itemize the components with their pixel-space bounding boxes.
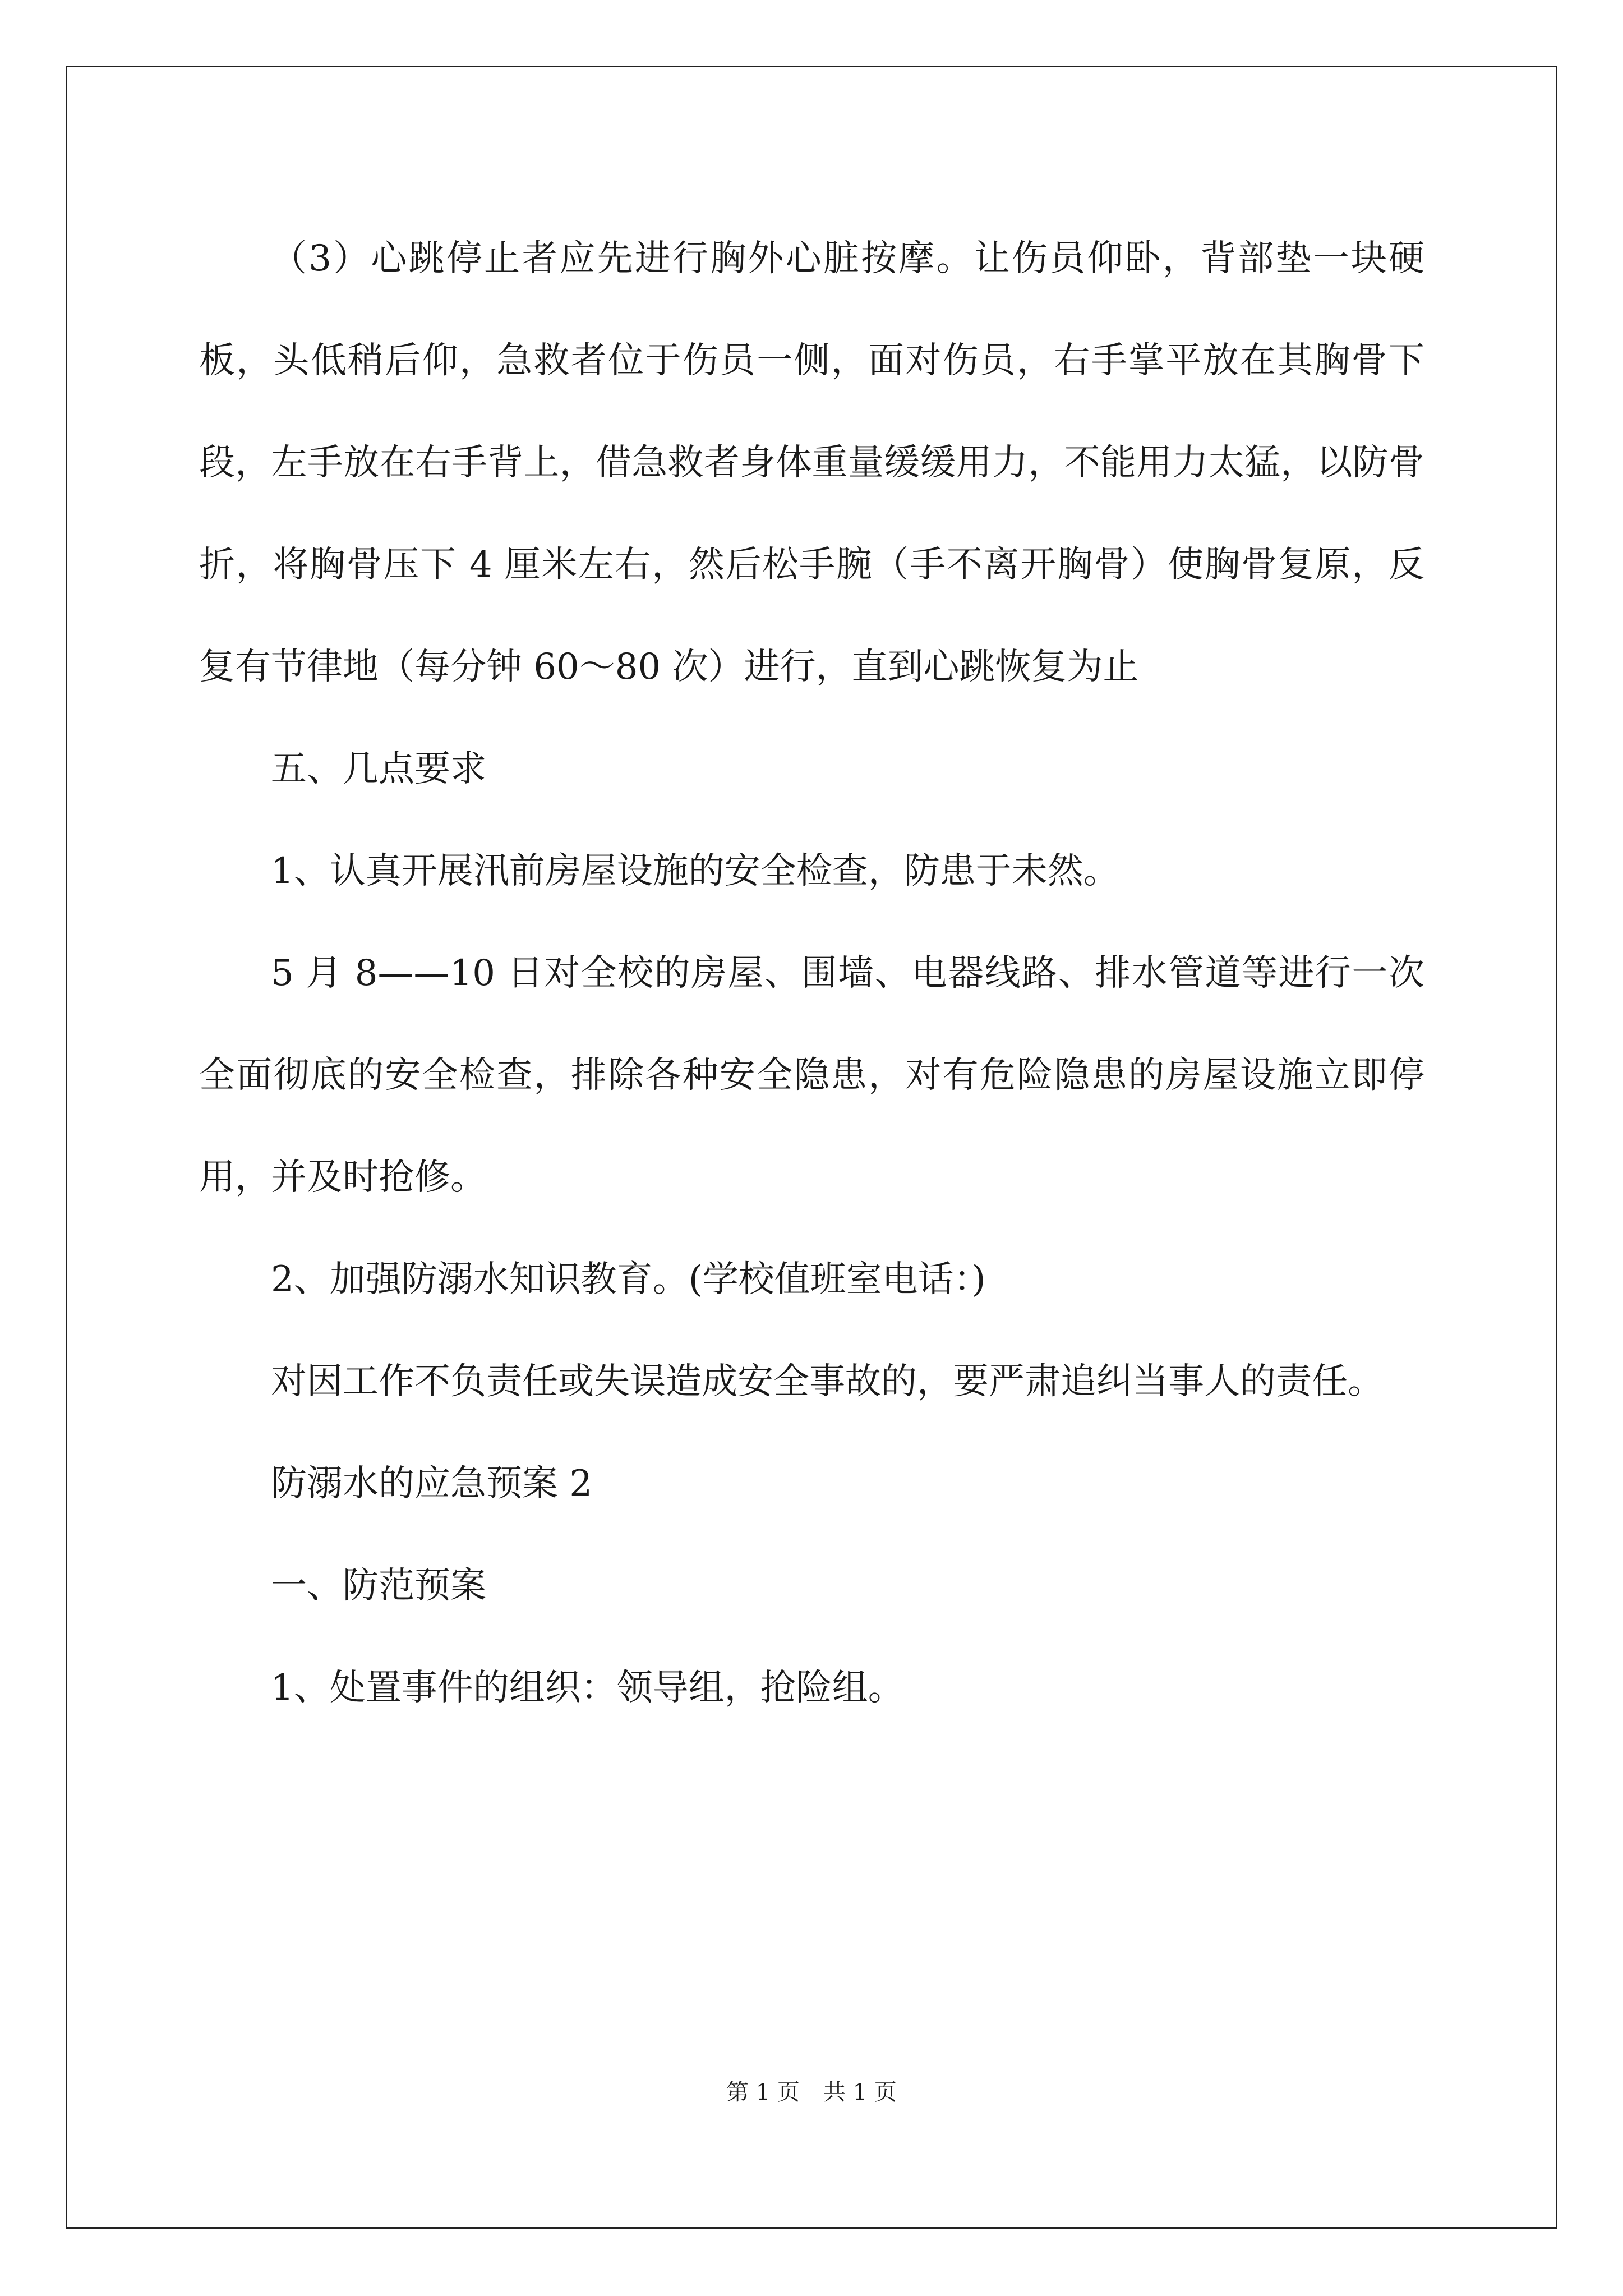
page-number: 第 1 页 <box>726 2079 800 2105</box>
document-body <box>199 208 1424 1739</box>
plan-title: 防溺水的应急预案 2 <box>271 1463 593 1504</box>
paragraph-cpr-instructions: （3）心跳停止者应先进行胸外心脏按摩。让伤员仰卧，背部垫一块硬板，头低稍后仰，急救者位于伤员一侧，面对伤员，右手掌平放在其胸骨下段，左手放在右手背上，借急救者身体重量缓缓用力，不能用力太猛，以防骨折，将胸骨压下 4 厘米左右，然后松手腕（手不离开胸骨）使胸骨复原，反复有节律地（每分钟 60～80 次）进行，直到心跳恢复为止 <box>199 238 1424 688</box>
page-total: 共 1 页 <box>823 2079 897 2105</box>
paragraph-requirement-1: 1、认真开展汛前房屋设施的安全检查，防患于未然。 <box>271 850 1119 892</box>
paragraph-accountability: 对因工作不负责任或失误造成安全事故的，要严肃追纠当事人的责任。 <box>271 1361 1384 1402</box>
section-heading-requirements: 五、几点要求 <box>271 748 486 790</box>
paragraph-organization: 1、处置事件的组织：领导组，抢险组。 <box>271 1667 904 1709</box>
section-heading-prevention: 一、防范预案 <box>271 1565 486 1607</box>
page-footer <box>0 2076 1623 2109</box>
paragraph-requirement-2: 2、加强防溺水知识教育。(学校值班室电话：) <box>271 1259 986 1300</box>
paragraph-inspection-dates: 5 月 8——10 日对全校的房屋、围墙、电器线路、排水管道等进行一次全面彻底的安全检查，排除各种安全隐患，对有危险隐患的房屋设施立即停用，并及时抢修。 <box>199 953 1424 1198</box>
